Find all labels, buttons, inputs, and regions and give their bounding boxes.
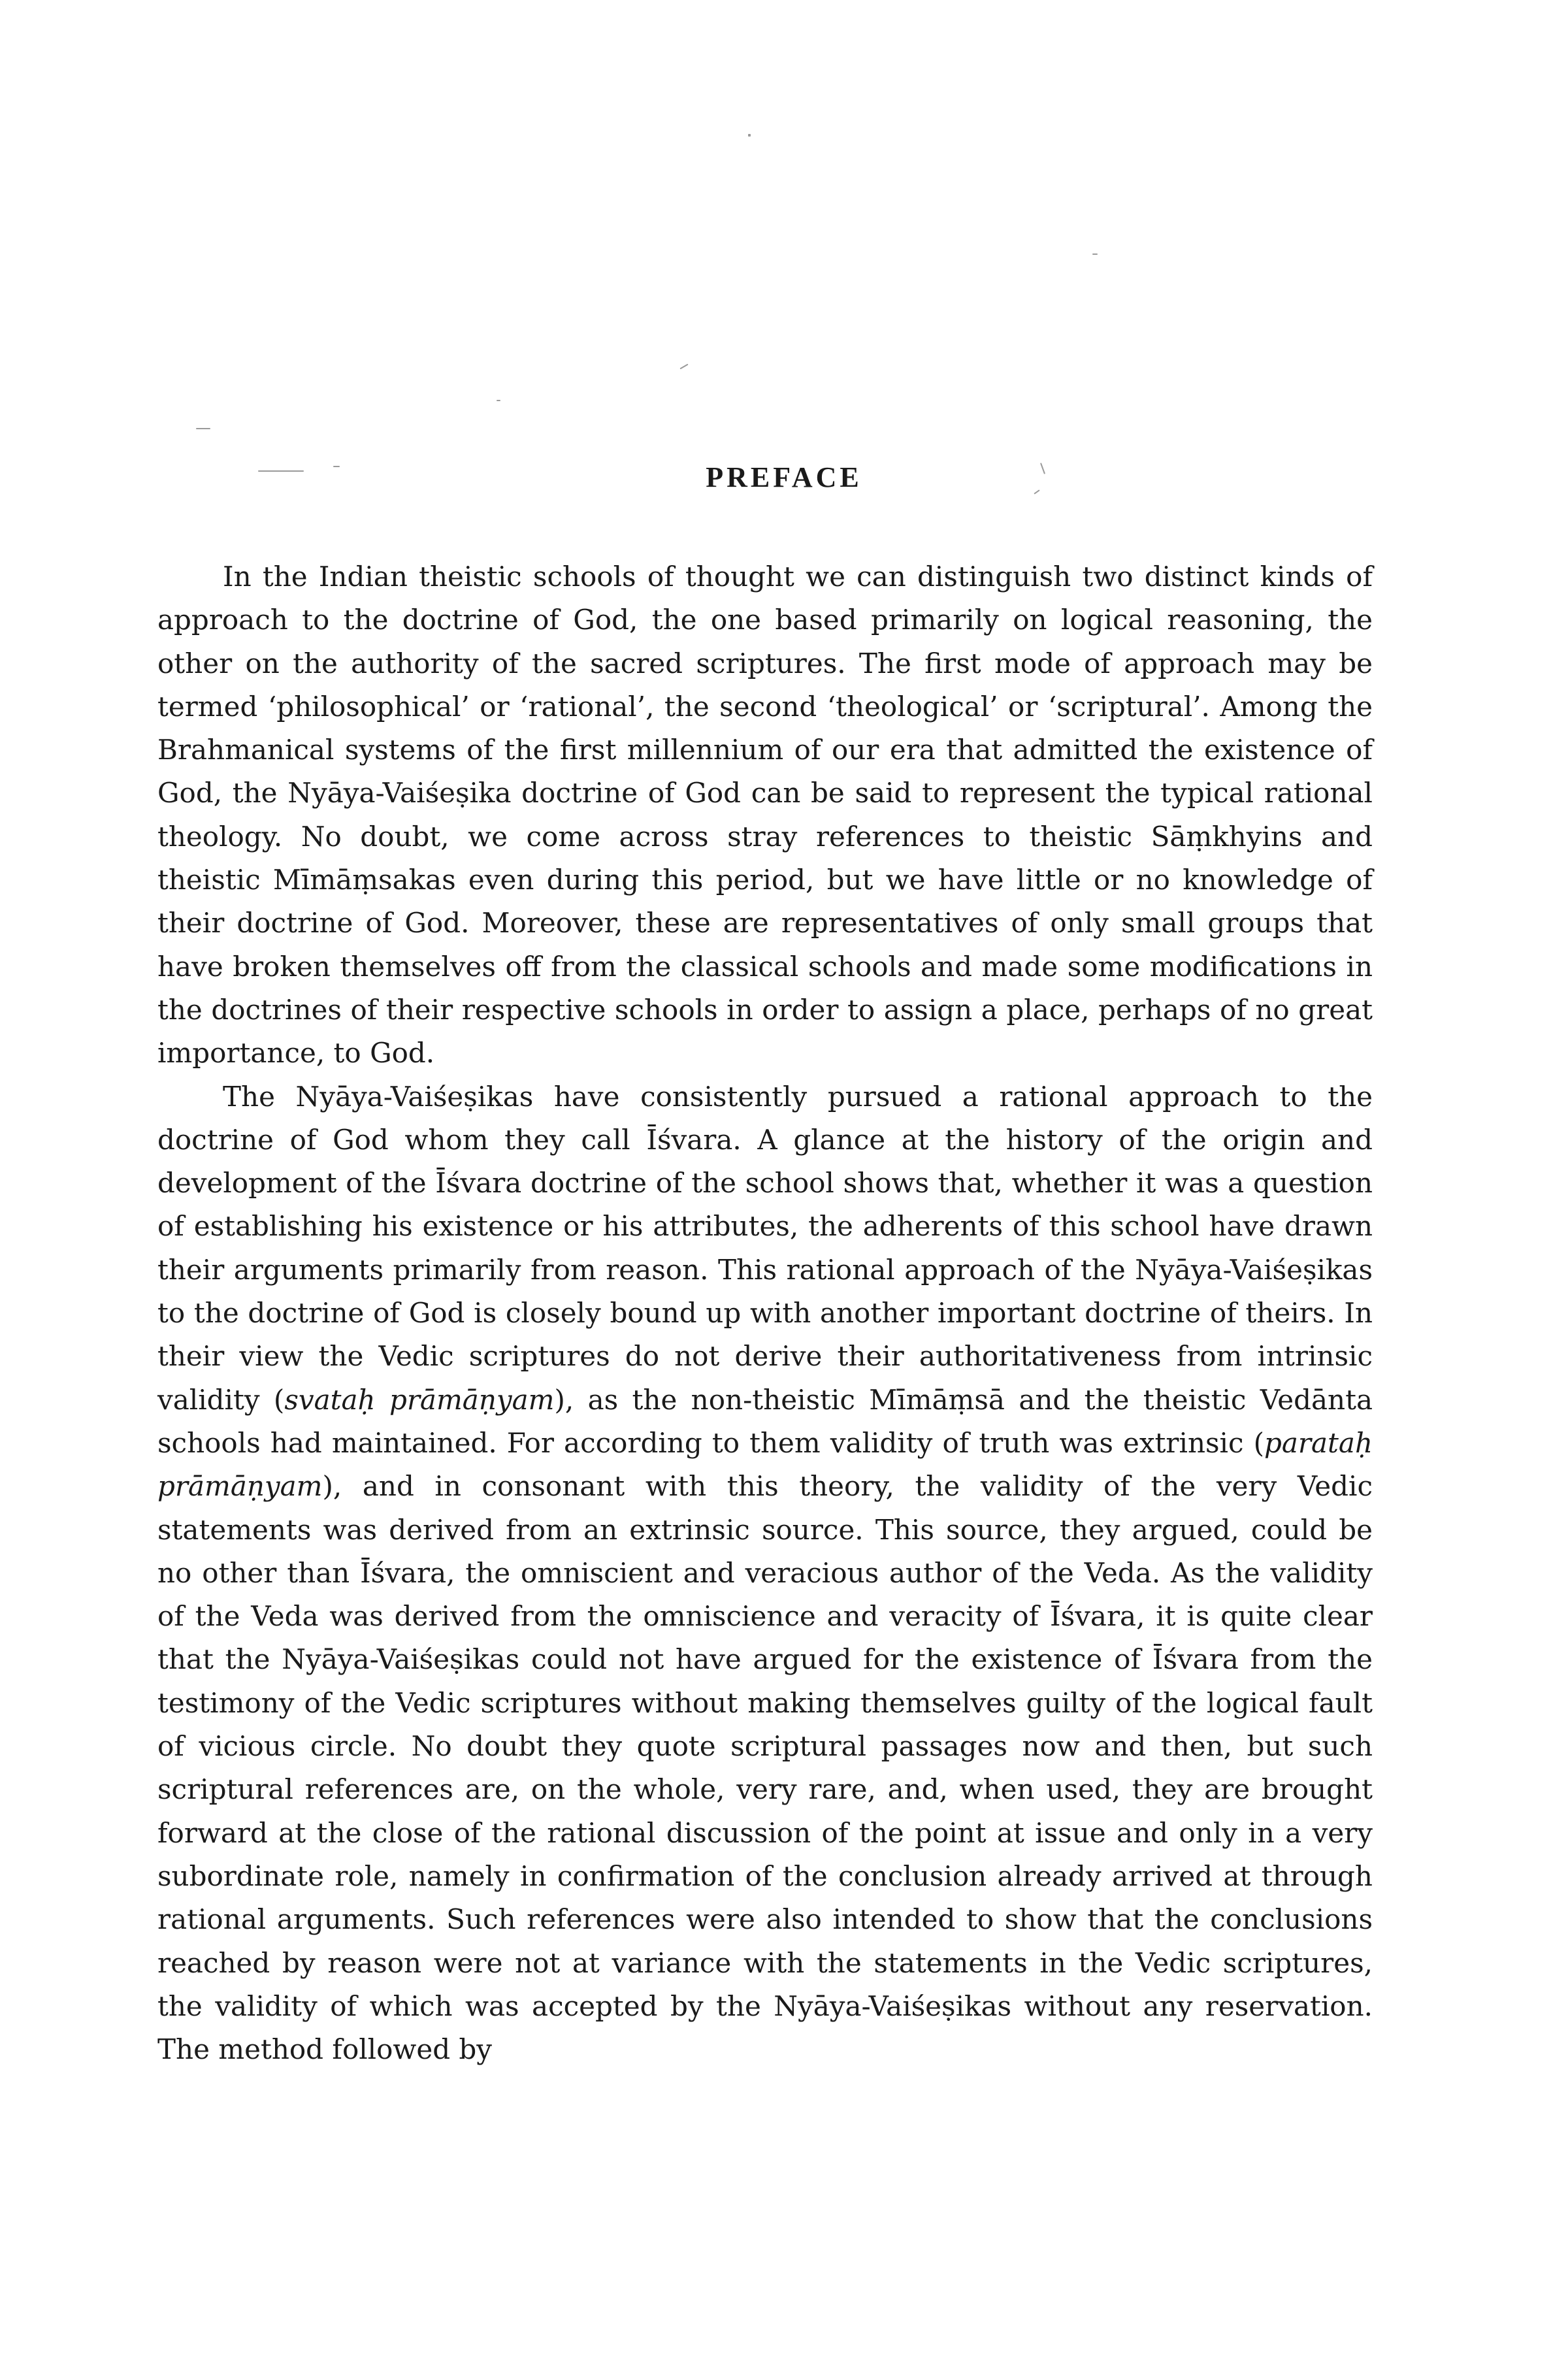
speck: [748, 134, 751, 137]
text-run: The Nyāya-Vaiśeṣikas have consistently pursued a rational approach to the doctrine of God whom they call Īśvara. A glance at the history of the origin and development of the Īśvara doctrine of the school shows that, whether it was a question of establishing his existence or his attributes, the adherents of this school have drawn their arguments primarily from reason. This rational approach of the Nyāya-Vaiśeṣikas to the doctrine of God is closely bound up with another important doctrine of theirs. In their view the Vedic scriptures do not derive their authoritativeness from intrinsic validity (: [157, 1080, 1373, 1416]
italic-term: svataḥ prāmāṇyam: [284, 1383, 555, 1416]
text-run: ), as the non-theistic Mīmāṃsā and the theistic Vedānta schools had maintained. For according to them validity of truth was extrinsic (: [157, 1383, 1373, 1459]
speck: [196, 428, 210, 429]
speck: [679, 364, 688, 370]
paragraph: [157, 1075, 1373, 2072]
italic-term: parataḥ prāmāṇyam: [157, 1426, 1373, 1503]
paragraph: [157, 555, 1373, 1075]
body-text: [157, 555, 1373, 2071]
text-run: In the Indian theistic schools of thought we can distinguish two distinct kinds of approach to the doctrine of God, the one based primarily on logical reasoning, the other on the authority of the sacred scriptures. The first mode of approach may be termed ‘philosophical’ or ‘rational’, the second ‘theological’ or ‘scriptural’. Among the Brahmanical systems of the first millennium of our era that admitted the existence of God, the Nyāya-Vaiśeṣika doctrine of God can be said to represent the typical rational theology. No doubt, we come across stray references to theistic Sāṃkhyins and theistic Mīmāṃsakas even during this period, but we have little or no knowledge of their doctrine of God. Moreover, these are representatives of only small groups that have broken themselves off from the classical schools and made some modifications in the doctrines of their respective schools in order to assign a place, perhaps of no great importance, to God.: [157, 561, 1373, 1070]
speck: [497, 400, 500, 401]
text-run: ), and in consonant with this theory, the validity of the very Vedic statements was derived from an extrinsic source. This source, they argued, could be no other than Īśvara, the omniscient and veracious author of the Veda. As the validity of the Veda was derived from the omniscience and veracity of Īśvara, it is quite clear that the Nyāya-Vaiśeṣikas could not have argued for the existence of Īśvara from the testimony of the Vedic scriptures without making themselves guilty of the logical fault of vicious circle. No doubt they quote scriptural passages now and then, but such scriptural references are, on the whole, very rare, and, when used, they are brought forward at the close of the rational discussion of the point at issue and only in a very subordinate role, namely in confirmation of the conclusion already arrived at through rational arguments. Such references were also intended to show that the conclusions reached by reason were not at variance with the statements in the Vedic scriptures, the validity of which was accepted by the Nyāya-Vaiśeṣikas without any reservation. The method followed by: [157, 1470, 1373, 2066]
speck: [1092, 254, 1098, 255]
page-title: PREFACE: [706, 461, 862, 493]
